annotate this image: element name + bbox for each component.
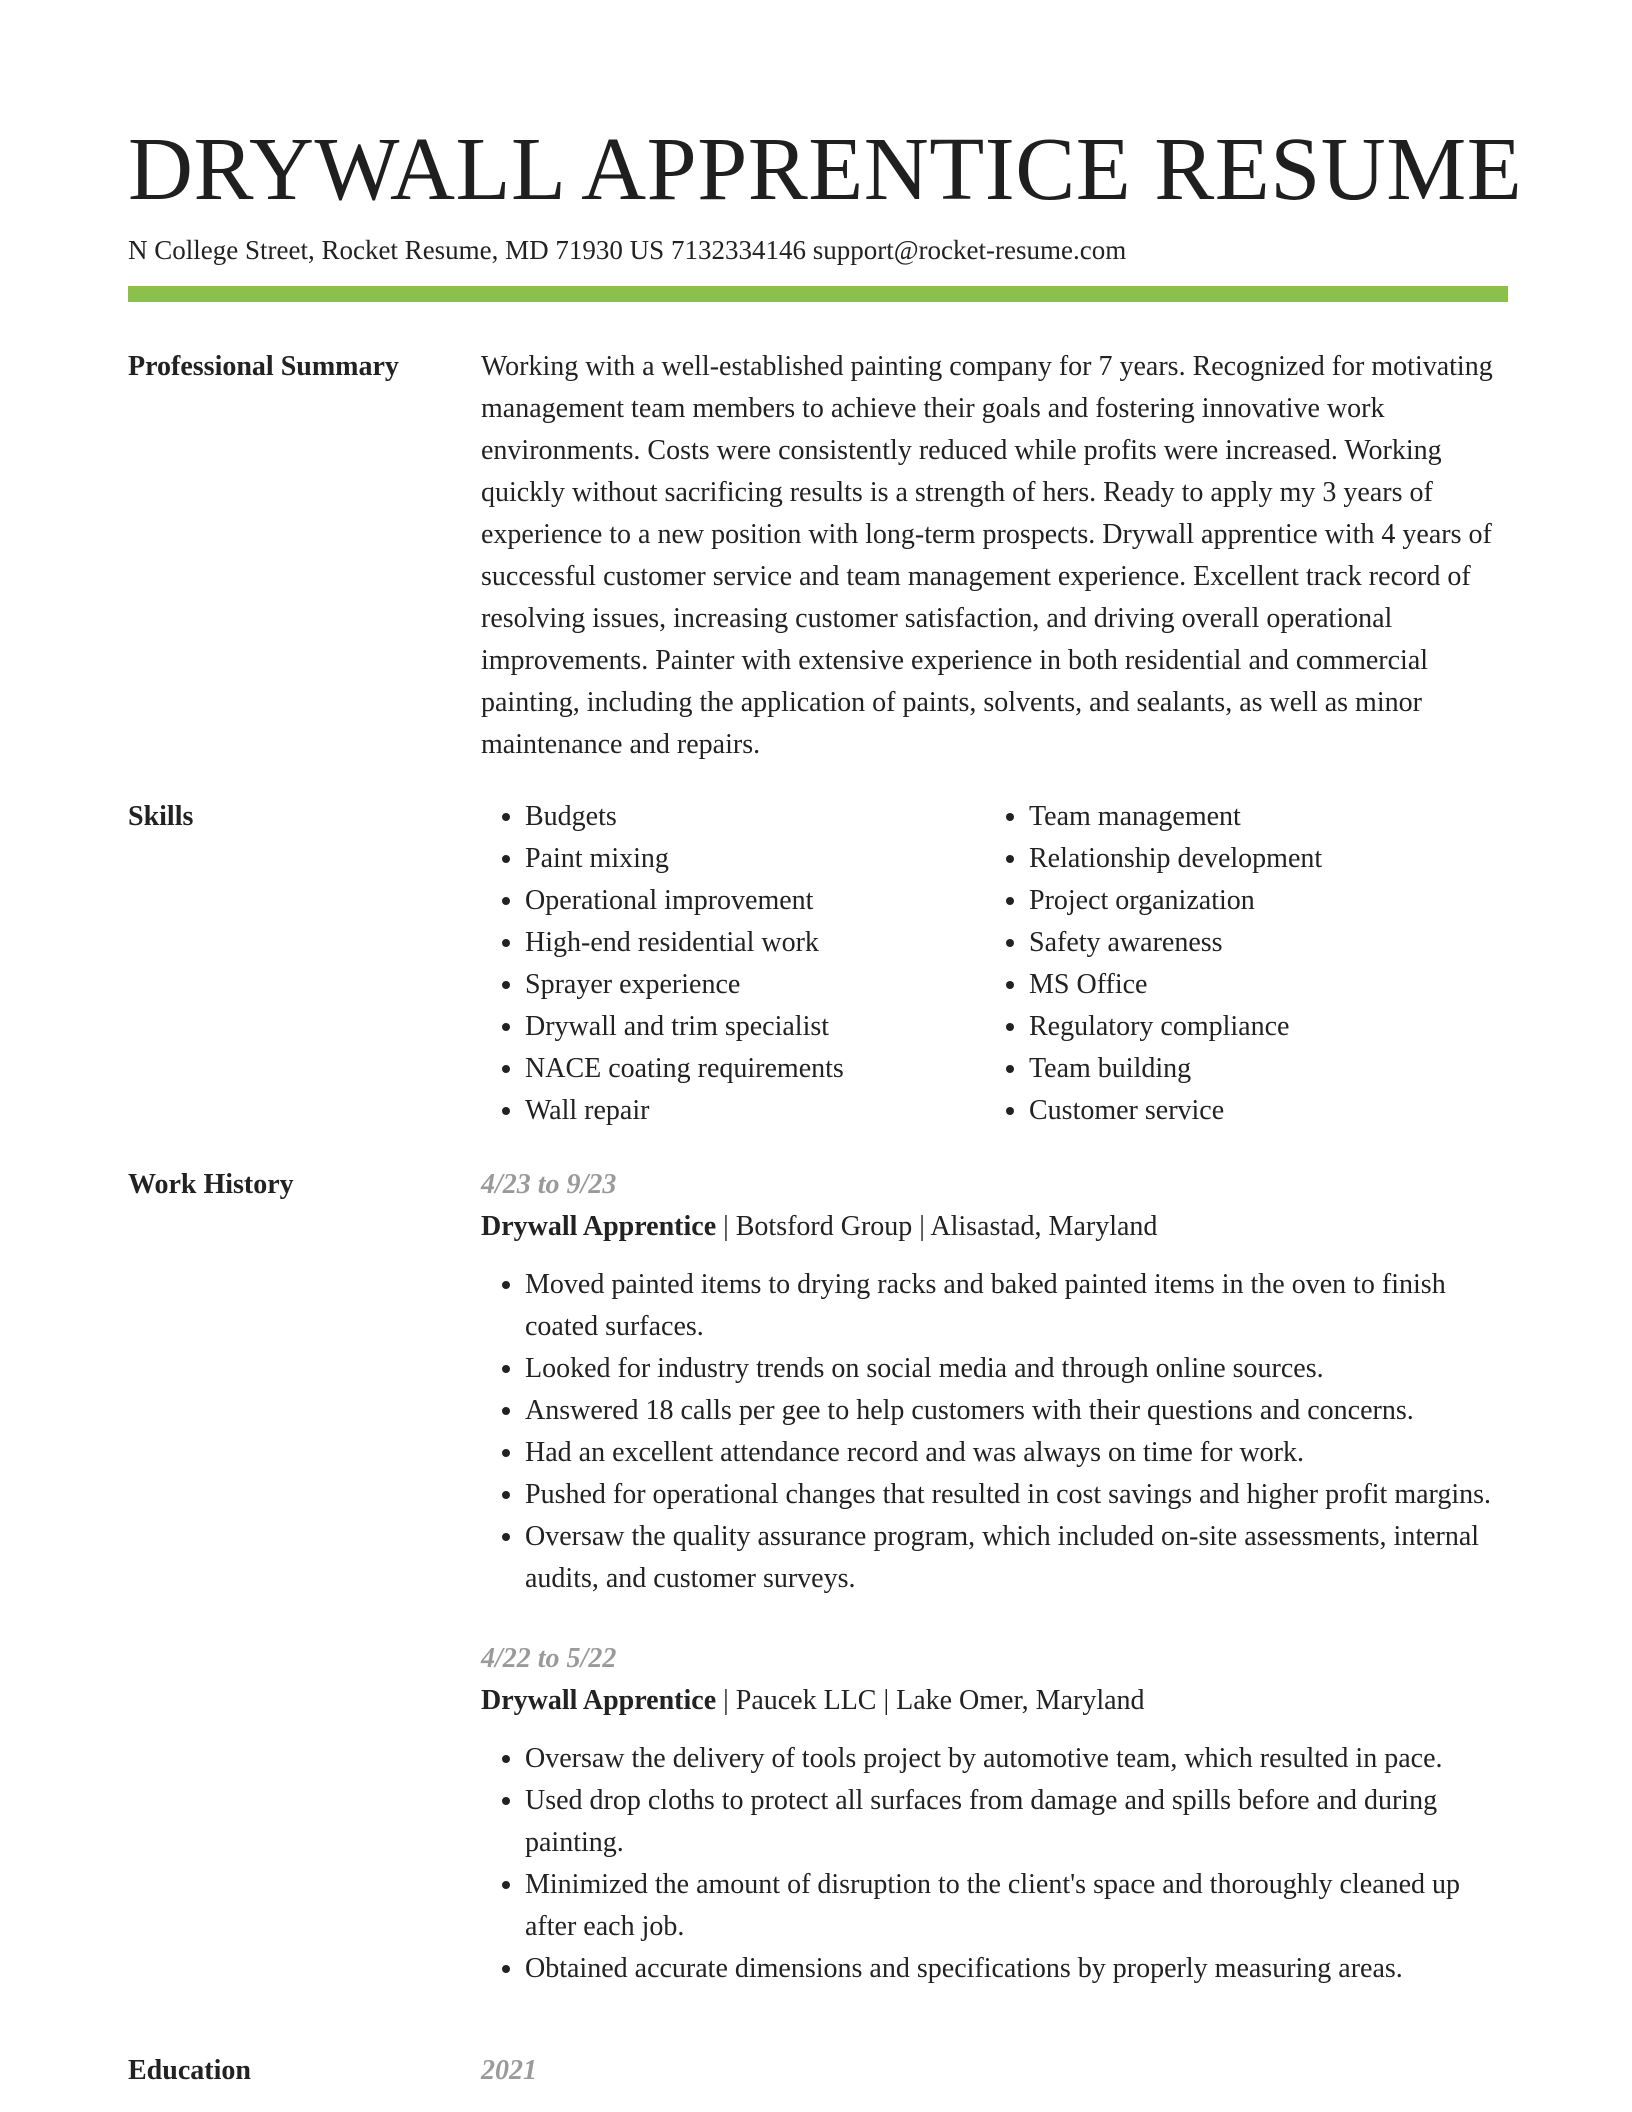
summary-heading: Professional Summary [128,351,399,382]
skills-column-left [481,796,985,1132]
job-bullet: • Oversaw the quality assurance program, which included on-site assessments, internal audits, and customer surveys. [525,1516,1511,1600]
skill-item: • Wall repair [525,1090,985,1132]
job-title: Drywall Apprentice [481,1685,717,1716]
skill-item: • Team management [1029,796,1489,838]
job-bullet: • Answered 18 calls per gee to help customers with their questions and concerns. [525,1390,1511,1432]
job-bullet: • Looked for industry trends on social media and through online sources. [525,1348,1511,1390]
job-title: Drywall Apprentice [481,1211,717,1242]
skill-item: • Sprayer experience [525,964,985,1006]
skill-item: • High-end residential work [525,922,985,964]
skill-item: • Project organization [1029,880,1489,922]
work-history-body [481,1164,1511,2028]
skills-column-right [985,796,1489,1132]
job-bullet: • Moved painted items to drying racks and baked painted items in the oven to finish coated surfaces. [525,1264,1511,1348]
skill-item: • Safety awareness [1029,922,1489,964]
skill-item: • Drywall and trim specialist [525,1006,985,1048]
job-bullet: • Minimized the amount of disruption to the client's space and thoroughly cleaned up after each job. [525,1864,1511,1948]
contact-line: N College Street, Rocket Resume, MD 71930 US 7132334146 support@rocket-resume.com [128,235,1127,265]
skill-item: • Paint mixing [525,838,985,880]
skill-item: • Relationship development [1029,838,1489,880]
skill-item: • Operational improvement [525,880,985,922]
job-dates: 4/23 to 9/23 [481,1169,617,1200]
skill-item: • MS Office [1029,964,1489,1006]
skills-body [481,796,1511,1132]
accent-divider [128,286,1508,302]
job-dates: 4/22 to 5/22 [481,1643,617,1674]
skill-item: • Team building [1029,1048,1489,1090]
job-details: | Paucek LLC | Lake Omer, Maryland [716,1685,1145,1716]
job-details: | Botsford Group | Alisastad, Maryland [716,1211,1158,1242]
work-history-heading: Work History [128,1169,294,1200]
job-heading [481,1206,1511,1248]
job-heading [481,1680,1511,1722]
skill-item: • Regulatory compliance [1029,1006,1489,1048]
job-bullets [481,1738,1511,1990]
job-bullet: • Had an excellent attendance record and was always on time for work. [525,1432,1511,1474]
skills-heading: Skills [128,801,194,832]
job-bullet: • Pushed for operational changes that resulted in cost savings and higher profit margins. [525,1474,1511,1516]
skills-grid [481,796,1511,1132]
job-entry [481,1164,1511,1600]
job-entry [481,1638,1511,1990]
job-bullets [481,1264,1511,1600]
education-body [481,2050,1511,2092]
resume-title: DRYWALL APPRENTICE RESUME [128,120,1523,219]
job-bullet: • Oversaw the delivery of tools project by automotive team, which resulted in pace. [525,1738,1511,1780]
summary-text: Working with a well-established painting company for 7 years. Recognized for motivating management team members to achieve their goals and fostering innovative work environments. Costs were consistently reduced while profits were increased. Working quickly without sacrificing results is a strength of hers. Ready to apply my 3 years of experience to a new position with long-term prospects. Drywall apprentice with 4 years of successful customer service and team management experience. Excellent track record of resolving issues, increasing customer satisfaction, and driving overall operational improvements. Painter with extensive experience in both residential and commercial painting, including the application of paints, solvents, and sealants, as well as minor maintenance and repairs. [481,351,1493,760]
summary-body [481,346,1511,766]
job-bullet: • Obtained accurate dimensions and specifications by properly measuring areas. [525,1948,1511,1990]
skill-item: • Customer service [1029,1090,1489,1132]
skill-item: • NACE coating requirements [525,1048,985,1090]
skill-item: • Budgets [525,796,985,838]
education-date: 2021 [481,2055,537,2086]
education-heading: Education [128,2055,251,2086]
job-bullet: • Used drop cloths to protect all surfaces from damage and spills before and during painting. [525,1780,1511,1864]
